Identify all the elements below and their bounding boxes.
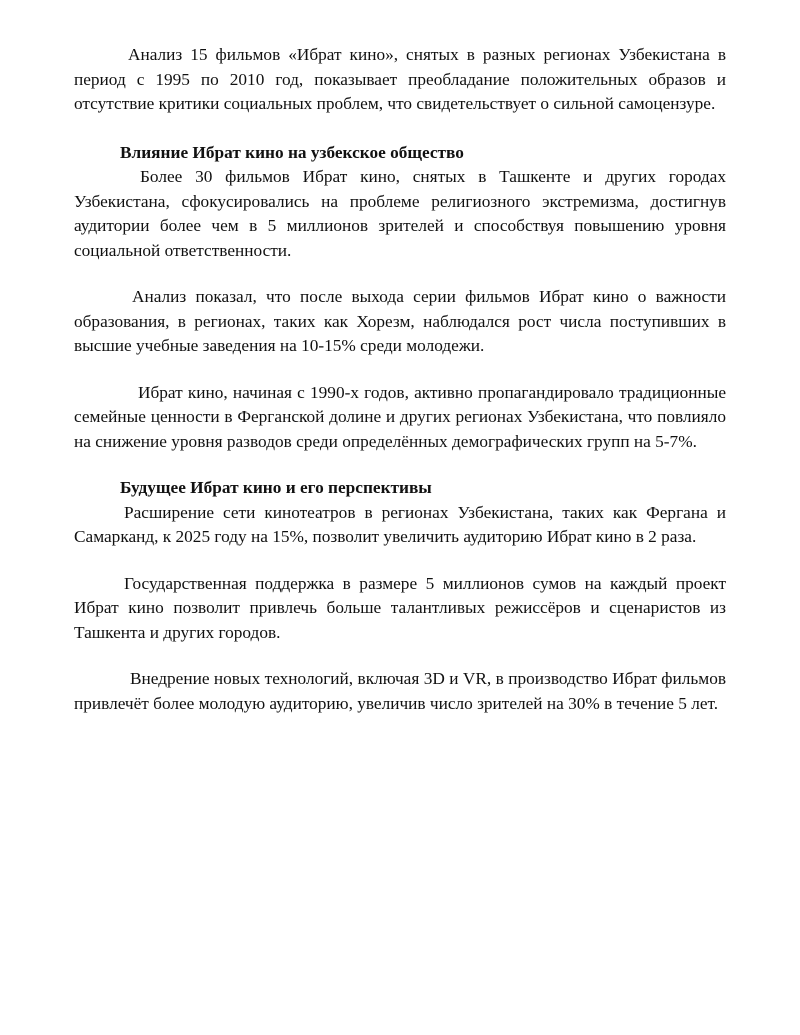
paragraph-future-state-support: Государственная поддержка в размере 5 миллионов сумов на каждый проект Ибрат кино позволит привлечь больше талантливых режиссёров и сценаристов из Ташкента и других городов. — [74, 573, 726, 642]
paragraph-influence-education: Анализ показал, что после выхода серии фильмов Ибрат кино о важности образования, в регионах, таких как Хорезм, наблюдался рост числа поступивших в высшие учебные заведения на 10-15% среди молодежи. — [74, 287, 726, 355]
paragraph-future-technology: Внедрение новых технологий, включая 3D и VR, в производство Ибрат фильмов привлечёт более молодую аудиторию, увеличив число зрителей на 30% в течение 5 лет. — [74, 669, 726, 713]
paragraph-future-cinemas: Расширение сети кинотеатров в регионах Узбекистана, таких как Фергана и Самарканд, к 2025 году на 15%, позволит увеличить аудиторию Ибрат кино в 2 раза. — [74, 502, 726, 546]
document-body — [74, 43, 726, 716]
paragraph-influence-family-values: Ибрат кино, начиная с 1990-х годов, активно пропагандировало традиционные семейные ценности в Ферганской долине и других регионах Узбекистана, что повлияло на снижение уровня разводов среди определённых демографических групп на 5-7%. — [74, 382, 726, 451]
intro-paragraph: Анализ 15 фильмов «Ибрат кино», снятых в разных регионах Узбекистана в период с 1995 по 2010 год, показывает преобладание положительных образов и отсутствие критики социальных проблем, что свидетельствует о сильной самоцензуре. — [74, 45, 726, 113]
section-future — [74, 476, 726, 716]
section-heading-future: Будущее Ибрат кино и его перспективы — [120, 478, 432, 497]
section-heading-influence: Влияние Ибрат кино на узбекское общество — [120, 142, 464, 162]
paragraph-influence-audience: Более 30 фильмов Ибрат кино, снятых в Ташкенте и других городах Узбекистана, сфокусировались на проблеме религиозного экстремизма, достигнув аудитории более чем в 5 миллионов зрителей и способствуя повышению уровня социальной ответственности. — [74, 167, 726, 260]
section-influence — [74, 141, 726, 455]
